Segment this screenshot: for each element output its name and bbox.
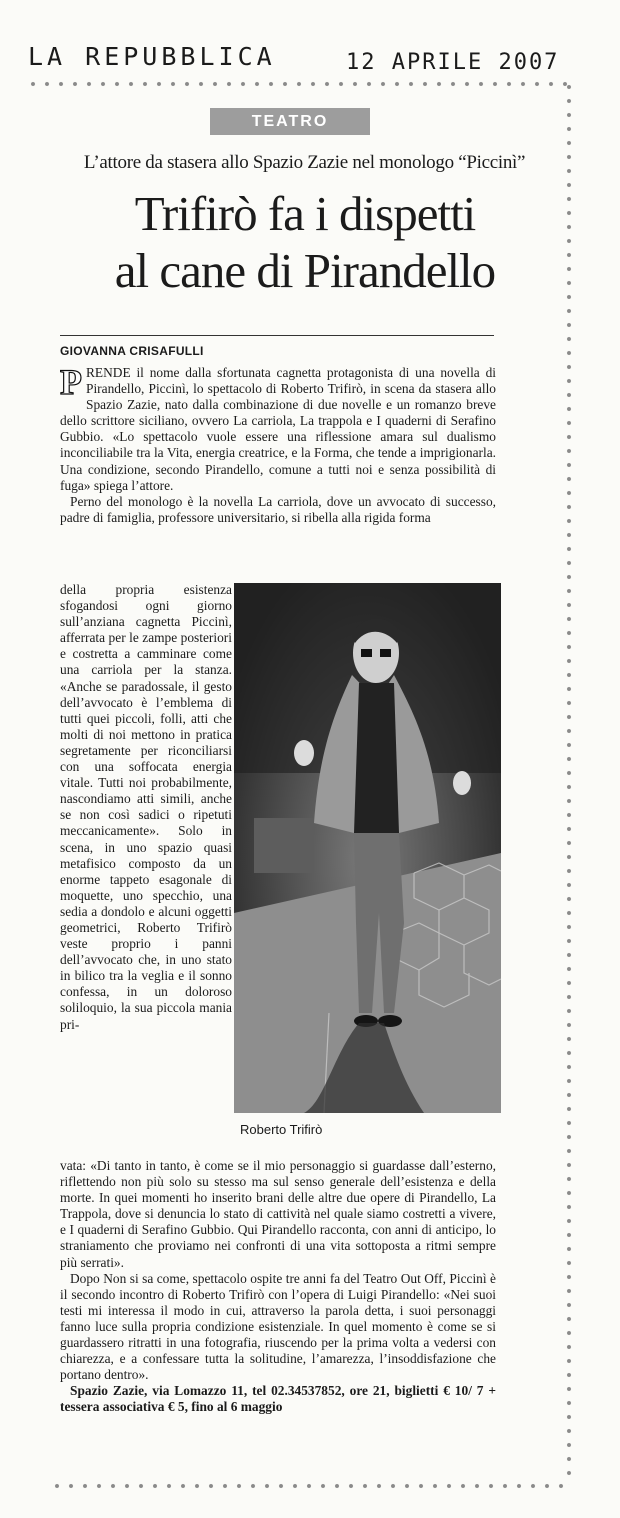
top-dotted-border xyxy=(26,80,576,88)
paragraph-2-middle: della propria esistenza sfogandosi ogni giorno sull’anziana cagnetta Piccinì, afferrata per le zampe posteriori e costretta a camminare come una carriola per la stanza. «Anche se paradossale, il gesto dell’avvocato è l’emblema di tutti quei piccoli, folli, atti che molti di noi mettono in pratica segretamente per riconciliarsi con una soffocata energia vitale. Tutti noi probabilmente, nascondiamo atti simili, anche se non così sadici o ripetuti meccanicamente». Solo in scena, in uno spazio quasi metafisico composto da un enorme tappeto esagonale di moquette, uno specchio, una sedia a dondolo e alcuni oggetti geometrici, Roberto Trifirò veste proprio i panni dell’avvocato che, in uno stato in bilico tra la veglia e il sonno confessa, in un doloroso soliloquio, la sua piccola mania pri- xyxy=(60,582,232,1032)
article-body-narrow xyxy=(60,582,232,1033)
bottom-dotted-border xyxy=(50,1482,570,1490)
photo-caption: Roberto Trifirò xyxy=(240,1122,323,1137)
article-body-top xyxy=(60,362,496,526)
byline-rule xyxy=(60,335,494,336)
newspaper-name: LA REPUBBLICA xyxy=(28,42,276,71)
actor-photo xyxy=(234,583,501,1113)
paragraph-2-end: vata: «Di tanto in tanto, è come se il mio personaggio si guardasse dall’esterno, riflettendo non più solo su stesso ma sul senso generale dell’esistenza e della morte. In quei momenti ho inserito brani delle altre due opere di Pirandello, La Trappola, dove si denuncia lo stato di cattività nel quale siamo costretti a vivere, e I quaderni di Serafino Gubbio. Qui Pirandello racconta, con anni di anticipo, lo straniamento che proviamo nei confronti di una vita sottoposta a ritmi sempre più serrati». xyxy=(60,1158,496,1270)
section-label: TEATRO xyxy=(210,108,370,135)
article-body-bottom xyxy=(60,1158,496,1416)
paragraph-2-start: Perno del monologo è la novella La carriola, dove un avvocato di successo, padre di famiglia, professore universitario, si ribella alla rigida forma xyxy=(60,493,496,525)
issue-date: 12 APRILE 2007 xyxy=(346,50,560,75)
kicker: L’attore da stasera allo Spazio Zazie nel monologo “Piccinì” xyxy=(83,152,526,173)
byline: GIOVANNA CRISAFULLI xyxy=(60,344,204,358)
paragraph-3: Dopo Non si sa come, spettacolo ospite tre anni fa del Teatro Out Off, Piccinì è il secondo incontro di Roberto Trifirò con l’opera di Luigi Pirandello: «Nei suoi testi mi interessa il modo in cui, attraverso la parola detta, i suoi personaggi fanno luce sulla propria condizione esistenziale. In quel momento è come se si guardassero ritratti in una fotografia, riuscendo per la prima volta a vedersi con chiarezza, e a confessare tutta la solitudine, l’amarezza, l’insoddisfazione che portano dentro». xyxy=(60,1270,496,1383)
paragraph-1 xyxy=(60,362,496,494)
headline-line-1: Trifirò fa i dispetti xyxy=(134,186,476,241)
event-info: Spazio Zazie, via Lomazzo 11, tel 02.34537852, ore 21, biglietti € 10/ 7 + tessera associativa € 5, fino al 6 maggio xyxy=(60,1383,496,1415)
headline xyxy=(40,185,570,299)
drop-cap: P xyxy=(60,362,82,402)
actor-photo-illustration xyxy=(234,583,501,1113)
headline-line-2: al cane di Pirandello xyxy=(114,243,496,298)
paragraph-1-text: RENDE il nome dalla sfortunata cagnetta protagonista di una novella di Pirandello, Piccinì, lo spettacolo di Roberto Trifirò, in scena da stasera allo Spazio Zazie, nato dalla combinazione di due novelle e un romanzo breve dello scrittore siciliano, ovvero La carriola, La trappola e I quaderni di Serafino Gubbio. «Lo spettacolo vuole essere una riflessione amara sul dualismo inconciliabile tra la Vita, energia creatrice, e la Forma, che tende a imprigionarla. Una condizione, secondo Pirandello, comune a tutti noi e senza possibilità di fuga» spiega l’attore. xyxy=(60,365,496,493)
